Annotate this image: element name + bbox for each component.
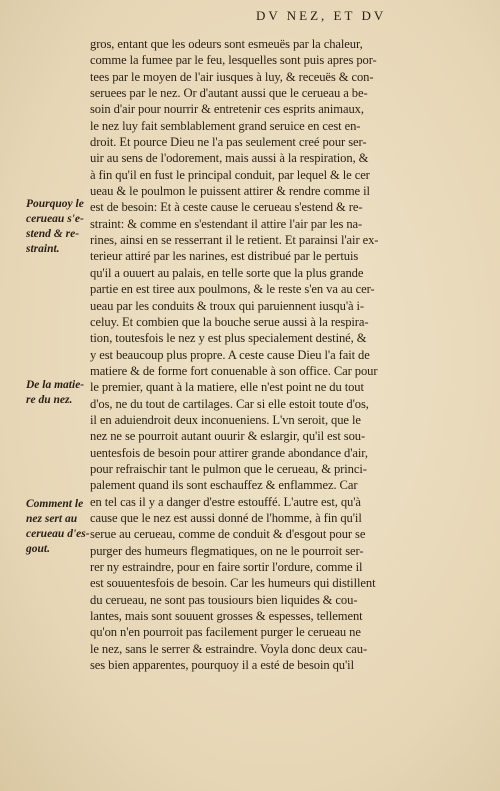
- text-line: est de besoin: Et à ceste cause le cerueau s'estend & re-: [90, 200, 363, 215]
- text-line: d'os, ne du tout de cartilages. Car si elle estoit toute d'os,: [90, 396, 369, 411]
- text-line: droit. Et pource Dieu ne l'a pas seulement creé pour ser-: [90, 135, 367, 150]
- text-line: y est beaucoup plus propre. A ceste cause Dieu l'a fait de: [90, 347, 370, 362]
- text-line: seruees par le nez. Or d'autant aussi que le cerueau a be-: [90, 86, 368, 101]
- margin-note-line: Comment le: [26, 498, 84, 510]
- margin-note-line: re du nez.: [26, 394, 73, 406]
- text-line: uentesfois de besoin pour attirer grande abondance d'air,: [90, 445, 368, 460]
- text-line: celuy. Et combien que la bouche serue aussi à la respira-: [90, 314, 369, 329]
- margin-note-3: [26, 497, 92, 557]
- text-line: matiere & de forme fort conuenable à son office. Car pour: [90, 363, 378, 378]
- text-line: uir au sens de l'odorement, mais aussi à la respiration, &: [90, 151, 369, 166]
- margin-note-line: Pourquoy le: [26, 198, 84, 210]
- margin-note-line: cerueau s'e-: [26, 213, 84, 225]
- margin-note-line: gout.: [26, 543, 50, 555]
- text-line: ueau & le poulmon le puissent attirer & rendre comme il: [90, 184, 370, 199]
- margin-note-line: nez sert au: [26, 513, 78, 525]
- text-line: le nez luy fait semblablement grand seruice en cest en-: [90, 118, 361, 133]
- text-line: qu'il a ouuert au palais, en telle sorte que la plus grande: [90, 265, 364, 280]
- text-line: straint: & comme en s'estendant il attire l'air par les na-: [90, 216, 363, 231]
- text-line: du cerueau, ne sont pas tousiours bien liquides & cou-: [90, 592, 358, 607]
- text-line: purger des humeurs flegmatiques, on ne le pourroit ser-: [90, 543, 364, 558]
- text-line: à fin qu'il en fust le principal conduit, par lequel & le cer: [90, 167, 370, 182]
- text-line: serue au cerueau, comme de conduit & d'esgout pour se: [90, 527, 366, 542]
- running-head: DV NEZ, ET DV: [256, 8, 387, 23]
- text-line: est souuentesfois de besoin. Car les humeurs qui distillent: [90, 576, 376, 591]
- text-line: ses bien apparentes, pourquoy il a esté de besoin qu'il: [90, 658, 354, 673]
- text-line: gros, entant que les odeurs sont esmeuës par la chaleur,: [90, 37, 363, 51]
- text-line: pour refraischir tant le pulmon que le cerueau, & princi-: [90, 461, 367, 476]
- margin-note-line: De la matie-: [26, 379, 85, 391]
- text-line: tion, toutesfois le nez y est plus specialement destiné, &: [90, 331, 367, 346]
- text-line: terieur attiré par les narines, est distribué par le pertuis: [90, 249, 359, 264]
- text-line: cause que le nez est aussi donné de l'homme, à fin qu'il: [90, 510, 362, 525]
- text-line: rines, ainsi en se resserrant il le retient. Et parainsi l'air ex-: [90, 233, 379, 248]
- text-line: le nez, sans le serrer & estraindre. Voyla donc deux cau-: [90, 641, 368, 656]
- margin-note-2: [26, 378, 92, 408]
- margin-note-1: [26, 197, 92, 257]
- text-line: partie en est tiree aux poulmons, & le reste s'en va au cer-: [90, 282, 375, 297]
- text-line: nez ne se pourroit autant ouurir & eslargir, qu'il est sou-: [90, 429, 366, 444]
- text-line: lantes, mais sont souuent grosses & espesses, tellement: [90, 609, 363, 624]
- text-line: palement quand ils sont eschauffez & enflammez. Car: [90, 478, 358, 493]
- text-line: comme la fumee par le feu, lesquelles sont puis apres por-: [90, 53, 377, 68]
- text-line: ueau par les conduits & troux qui paruiennent iusqu'à i-: [90, 298, 365, 313]
- text-line: tees par le moyen de l'air iusques à luy, & receuës & con-: [90, 69, 374, 84]
- text-line: en tel cas il y a danger d'estre estouffé. L'autre est, qu'à: [90, 494, 361, 509]
- body-text: [90, 36, 450, 673]
- margin-note-line: straint.: [26, 243, 60, 255]
- text-line: qu'on n'en pourroit pas facilement purger le cerueau ne: [90, 625, 361, 640]
- text-line: il en aduiendroit deux inconueniens. L'vn seroit, que le: [90, 412, 361, 427]
- margin-note-line: stend & re-: [26, 228, 80, 240]
- text-line: rer ny estraindre, pour en faire sortir l'ordure, comme il: [90, 560, 363, 574]
- margin-note-line: cerueau d'es-: [26, 528, 90, 540]
- text-line: le premier, quant à la matiere, elle n'est point ne du tout: [90, 380, 364, 395]
- text-line: soin d'air pour nourrir & entretenir ces esprits animaux,: [90, 102, 364, 117]
